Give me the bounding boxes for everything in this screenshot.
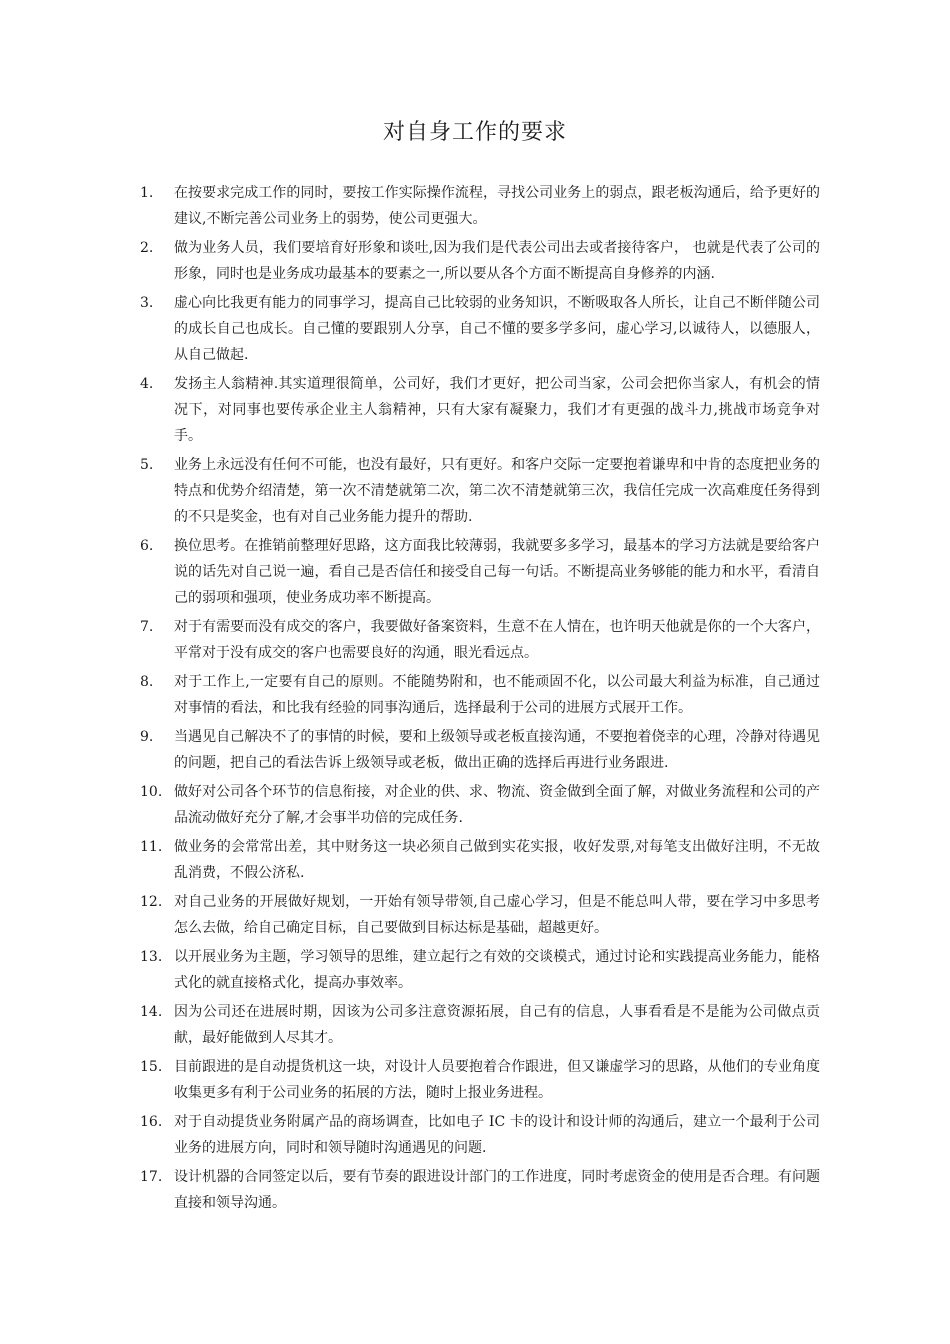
list-item-text: 对于工作上,一定要有自己的原则。不能随势附和，也不能顽固不化，以公司最大利益为标准，自己通过对事情的看法，和比我有经验的同事沟通后，选择最利于公司的进展方式展开工作。 — [174, 674, 820, 716]
list-item-number: 11. — [140, 839, 163, 855]
list-item-number: 16. — [140, 1114, 163, 1130]
list-item — [140, 1054, 820, 1106]
list-item-number: 12. — [140, 894, 163, 910]
list-item — [140, 724, 820, 776]
list-item-text: 做为业务人员，我们要培育好形象和谈吐,因为我们是代表公司出去或者接待客户， 也就是代表了公司的形象，同时也是业务成功最基本的要素之一,所以要从各个方面不断提高自身修养的内涵. — [174, 240, 820, 282]
list-item-text: 对于有需要而没有成交的客户，我要做好备案资料，生意不在人情在，也许明天他就是你的一个大客户，平常对于没有成交的客户也需要良好的沟通，眼光看远点。 — [174, 619, 820, 661]
list-item-text: 业务上永远没有任何不可能，也没有最好，只有更好。和客户交际一定要抱着谦卑和中肯的态度把业务的特点和优势介绍清楚，第一次不清楚就第二次，第二次不清楚就第三次，我信任完成一次高难度任务得到的不只是奖金，也有对自己业务能力提升的帮助. — [174, 457, 820, 525]
list-item — [140, 779, 820, 831]
list-item — [140, 834, 820, 886]
list-item-text: 虚心向比我更有能力的同事学习，提高自己比较弱的业务知识，不断吸取各人所长，让自己不断伴随公司的成长自己也成长。自己懂的要跟别人分享，自己不懂的要多学多问，虚心学习,以诚待人，以德服人，从自己做起. — [174, 295, 820, 363]
list-item — [140, 944, 820, 996]
list-item-number: 4. — [140, 376, 154, 392]
list-item-text: 在按要求完成工作的同时，要按工作实际操作流程，寻找公司业务上的弱点，跟老板沟通后，给予更好的建议,不断完善公司业务上的弱势，使公司更强大。 — [174, 185, 820, 227]
list-item — [140, 235, 820, 287]
list-item-text: 对于自动提货业务附属产品的商场调查，比如电子 IC 卡的设计和设计师的沟通后，建立一个最利于公司业务的进展方向，同时和领导随时沟通遇见的问题. — [174, 1114, 820, 1156]
list-item-number: 14. — [140, 1004, 163, 1020]
list-item-text: 发扬主人翁精神.其实道理很简单，公司好，我们才更好，把公司当家，公司会把你当家人，有机会的情况下，对同事也要传承企业主人翁精神，只有大家有凝聚力，我们才有更强的战斗力,挑战市场竞争对手。 — [174, 376, 820, 444]
list-item-number: 6. — [140, 538, 154, 554]
list-item-text: 目前跟进的是自动提货机这一块，对设计人员要抱着合作跟进，但又谦虚学习的思路，从他们的专业角度收集更多有利于公司业务的拓展的方法，随时上报业务进程。 — [174, 1059, 820, 1101]
list-item — [140, 290, 820, 368]
list-item-text: 换位思考。在推销前整理好思路，这方面我比较薄弱，我就要多多学习，最基本的学习方法就是要给客户说的话先对自己说一遍，看自己是否信任和接受自己每一句话。不断提高业务够能的能力和水平，看清自己的弱项和强项，使业务成功率不断提高。 — [174, 538, 820, 606]
list-item — [140, 889, 820, 941]
list-item-text: 因为公司还在进展时期，因该为公司多注意资源拓展，自己有的信息，人事看看是不是能为公司做点贡献，最好能做到人尽其才。 — [174, 1004, 820, 1046]
list-item — [140, 669, 820, 721]
list-item — [140, 452, 820, 530]
list-item-text: 做好对公司各个环节的信息衔接，对企业的供、求、物流、资金做到全面了解，对做业务流程和公司的产品流动做好充分了解,才会事半功倍的完成任务. — [174, 784, 820, 826]
list-item — [140, 180, 820, 232]
list-item-number: 2. — [140, 240, 154, 256]
list-item-number: 1. — [140, 185, 154, 201]
list-item — [140, 1109, 820, 1161]
list-item-number: 5. — [140, 457, 154, 473]
list-item-text: 做业务的会常常出差，其中财务这一块必须自己做到实花实报，收好发票,对每笔支出做好注明，不无故乱消费，不假公济私. — [174, 839, 820, 881]
list-item — [140, 533, 820, 611]
list-item-number: 10. — [140, 784, 163, 800]
list-item-text: 以开展业务为主题，学习领导的思维，建立起行之有效的交谈模式，通过讨论和实践提高业务能力，能格式化的就直接格式化，提高办事效率。 — [174, 949, 820, 991]
page-title: 对自身工作的要求 — [382, 120, 567, 145]
list-item — [140, 371, 820, 449]
list-item-text: 对自己业务的开展做好规划，一开始有领导带领,自己虚心学习，但是不能总叫人带，要在学习中多思考怎么去做，给自己确定目标，自己要做到目标达标是基础，超越更好。 — [174, 894, 820, 936]
list-item — [140, 1164, 820, 1216]
list-item-number: 8. — [140, 674, 154, 690]
list-item-number: 9. — [140, 729, 154, 745]
list-item — [140, 999, 820, 1051]
list-item — [140, 614, 820, 666]
list-item-text: 当遇见自己解决不了的事情的时候，要和上级领导或老板直接沟通，不要抱着侥幸的心理，冷静对待遇见的问题，把自己的看法告诉上级领导或老板，做出正确的选择后再进行业务跟进. — [174, 729, 820, 771]
list-item-number: 13. — [140, 949, 163, 965]
requirements-list — [140, 180, 820, 1219]
list-item-number: 3. — [140, 295, 154, 311]
list-item-number: 17. — [140, 1169, 163, 1185]
list-item-number: 7. — [140, 619, 154, 635]
list-item-number: 15. — [140, 1059, 163, 1075]
list-item-text: 设计机器的合同签定以后，要有节奏的跟进设计部门的工作进度，同时考虑资金的使用是否合理。有问题直接和领导沟通。 — [174, 1169, 820, 1211]
